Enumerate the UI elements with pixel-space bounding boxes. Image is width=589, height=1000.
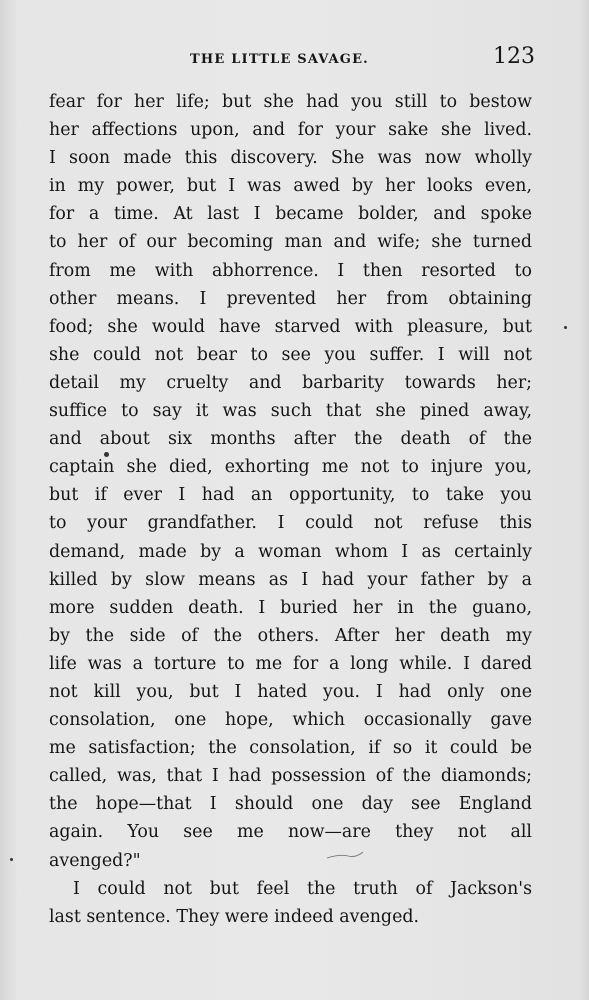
text-line: last sentence. They were indeed avenged.	[49, 906, 420, 927]
text-line: suffice to say it was such that she pined away,	[49, 401, 532, 422]
text-line: food; she would have starved with pleasure, but	[49, 316, 532, 337]
running-title: THE LITTLE SAVAGE.	[190, 52, 369, 67]
text-line: killed by slow means as I had your father by a	[49, 569, 532, 590]
page-number: 123	[493, 44, 535, 69]
text-line: her affections upon, and for your sake she lived.	[49, 120, 532, 141]
text-line: demand, made by a woman whom I as certainly	[49, 541, 532, 562]
text-line: to her of our becoming man and wife; she turned	[49, 232, 532, 253]
paragraph-1	[49, 88, 532, 875]
text-line: in my power, but I was awed by her looks even,	[49, 176, 532, 197]
text-line: from me with abhorrence. I then resorted to	[49, 260, 532, 281]
text-line: detail my cruelty and barbarity towards her;	[49, 372, 532, 393]
text-line: for a time. At last I became bolder, and spoke	[49, 204, 532, 225]
text-line: not kill you, but I hated you. I had only one	[49, 681, 532, 702]
ink-speck	[10, 858, 13, 861]
page-header	[0, 44, 589, 74]
text-line: avenged?"	[49, 850, 141, 871]
text-line: fear for her life; but she had you still to bestow	[49, 92, 532, 112]
text-line: the hope—that I should one day see England	[49, 794, 532, 815]
text-line: and about six months after the death of the	[49, 429, 532, 450]
text-line: captain she died, exhorting me not to injure you,	[49, 457, 532, 478]
text-line: other means. I prevented her from obtaining	[49, 288, 532, 309]
ink-speck	[564, 326, 567, 329]
ink-mark	[326, 850, 364, 860]
text-line: more sudden death. I buried her in the guano,	[49, 597, 532, 618]
text-line: by the side of the others. After her death my	[49, 625, 532, 646]
text-line: I soon made this discovery. She was now wholly	[49, 148, 532, 169]
text-line: consolation, one hope, which occasionally gave	[49, 710, 532, 731]
body-text	[49, 88, 532, 931]
text-line: again. You see me now—are they not all	[49, 822, 532, 843]
text-line: me satisfaction; the consolation, if so it could be	[49, 738, 532, 759]
paragraph-2	[49, 875, 532, 931]
text-line: life was a torture to me for a long while. I dared	[49, 653, 532, 674]
text-line: I could not but feel the truth of Jackson's	[73, 878, 532, 899]
ink-speck	[104, 452, 109, 457]
text-line: but if ever I had an opportunity, to take you	[49, 485, 532, 506]
text-line: to your grandfather. I could not refuse this	[49, 513, 532, 534]
text-line: called, was, that I had possession of the diamonds;	[49, 766, 532, 787]
text-line: she could not bear to see you suffer. I will not	[49, 344, 532, 365]
